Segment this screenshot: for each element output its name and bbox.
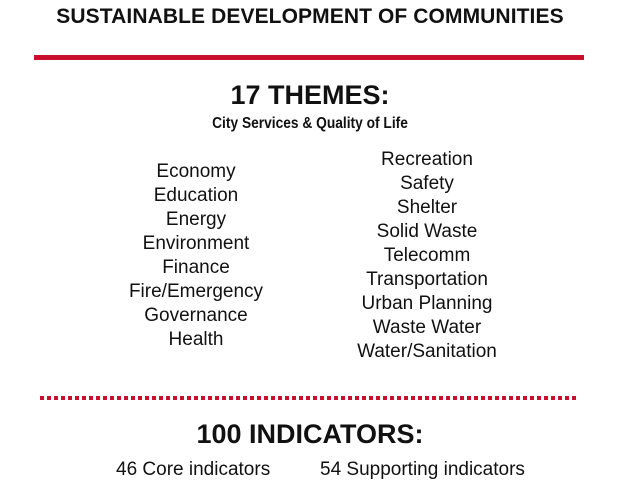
theme-item: Environment [142,233,250,254]
theme-item: Economy [156,161,236,182]
themes-heading: 17 THEMES: [230,80,390,110]
page-title: SUSTAINABLE DEVELOPMENT OF COMMUNITIES [56,5,564,28]
red-divider [34,55,584,60]
theme-item: Safety [400,173,454,194]
supporting-indicators-count: 54 Supporting indicators [320,459,525,480]
theme-item: Fire/Emergency [128,281,264,302]
theme-item: Health [168,329,224,350]
theme-item: Waste Water [372,317,482,338]
theme-item: Governance [144,305,248,326]
theme-item: Finance [162,257,230,278]
theme-item: Recreation [381,149,473,170]
theme-item: Telecomm [383,245,471,266]
themes-subheading: City Services & Quality of Life [212,115,408,132]
theme-item: Education [153,185,239,206]
theme-item: Urban Planning [361,293,493,314]
themes-left-column [76,160,316,352]
core-indicators-count: 46 Core indicators [116,459,271,480]
dotted-divider [40,396,576,400]
indicators-heading: 100 INDICATORS: [196,419,424,449]
theme-item: Water/Sanitation [357,341,497,362]
theme-item: Shelter [396,197,458,218]
theme-item: Transportation [366,269,488,290]
theme-item: Solid Waste [376,221,478,242]
themes-right-column [307,148,547,364]
theme-item: Energy [165,209,227,230]
